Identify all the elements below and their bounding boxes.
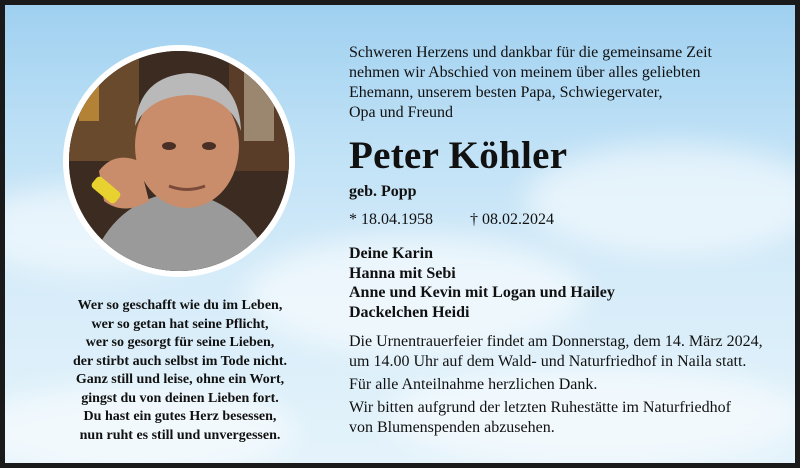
poem-line: der stirbt auch selbst im Tode nicht. [72,353,288,369]
funeral-notice [349,332,763,438]
poem-line: wer so getan hat seine Pflicht, [91,316,269,332]
poem-line: nun ruht es still und unvergessen. [79,427,281,443]
mourner: Hanna mit Sebi [349,264,456,282]
death-date: † 08.02.2024 [470,211,554,228]
poem-line: Ganz still und leise, ohne ein Wort, [75,372,285,387]
mourner: Deine Karin [349,245,433,262]
notice-line: Für alle Anteilnahme herzlichen Dank. [349,376,598,393]
intro-line: Schweren Herzens und dankbar für die gemeinsame Zeit [349,44,712,61]
portrait-photo [69,51,289,271]
intro-line: Opa und Freund [349,104,453,121]
poem-line: gingst du von deinen Lieben fort. [81,390,279,406]
mourner: Anne und Kevin mit Logan und Hailey [349,284,615,301]
notice-line: Wir bitten aufgrund der letzten Ruhestätte im Naturfriedhof [349,399,731,416]
notice-line: Die Urnentrauerfeier findet am Donnerstag, dem 14. März 2024, [349,333,763,350]
notice-line: um 14.00 Uhr auf dem Wald- und Naturfriedhof in Naila statt. [349,353,747,370]
deceased-name: Peter Köhler [349,134,568,177]
poem-line: Wer so geschafft wie du im Leben, [77,298,283,313]
mourners-list [349,244,615,322]
poem-line: Du hast ein gutes Herz besessen, [83,409,277,424]
birth-name: geb. Popp [349,183,417,200]
notice-line: von Blumenspenden abzusehen. [349,419,555,436]
intro-text [349,43,779,123]
birth-date: * 18.04.1958 [349,211,433,228]
memorial-poem [45,297,315,445]
mourner: Dackelchen Heidi [349,303,470,321]
poem-line: wer so gesorgt für seine Lieben, [85,335,275,350]
intro-line: nehmen wir Abschied von meinem über alles geliebten [349,64,701,81]
intro-line: Ehemann, unserem besten Papa, Schwiegervater, [349,84,663,101]
